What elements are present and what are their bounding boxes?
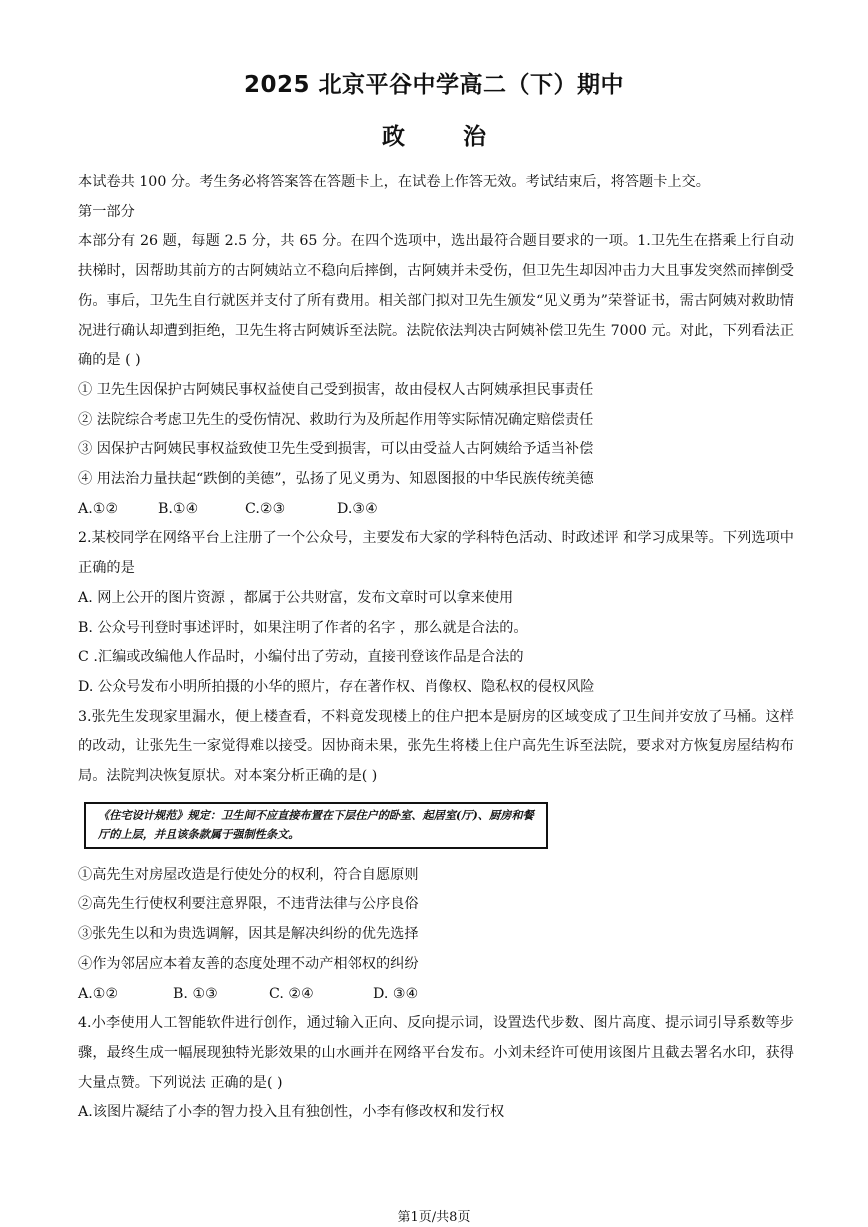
question-1-item: ② 法院综合考虑卫先生的受伤情况、救助行为及所起作用等实际情况确定赔偿责任 (78, 411, 594, 428)
question-4-stem: 4.小李使用人工智能软件进行创作，通过输入正向、反向提示词，设置迭代步数、图片高度、提示词引导系数等步骤，最终生成一幅展现独特光影效果的山水画并在网络平台发布。小刘未经许可使用该图片且截去署名水印，获得大量点赞。下列说法 正确的是( ) (78, 1015, 794, 1091)
question-1-stem: 本部分有 26 题，每题 2.5 分，共 65 分。在四个选项中，选出最符合题目要求的一项。1.卫先生在搭乘上行自动扶梯时，因帮助其前方的古阿姨站立不稳向后摔倒，古阿姨并未受伤，但卫先生却因冲击力大且事发突然而摔倒受伤。事后，卫先生自行就医并支付了所有费用。相关部门拟对卫先生颁发“见义勇为”荣誉证书，需古阿姨对救助情况进行确认却遭到拒绝，卫先生将古阿姨诉至法院。法院依法判决古阿姨补偿卫先生 7000 元。对此，下列看法正确的是 ( ) (78, 233, 794, 369)
question-1-item: ① 卫先生因保护古阿姨民事权益使自己受到损害，故由侵权人古阿姨承担民事责任 (78, 381, 594, 398)
exam-title: 2025 北京平谷中学高二（下）期中 (243, 72, 625, 98)
question-3-item: ②高先生行使权利要注意界限，不违背法律与公序良俗 (78, 896, 419, 913)
option-b: B. ①③ (173, 985, 218, 1002)
question-2-item: A. 网上公开的图片资源 ，都属于公共财富，发布文章时可以拿来使用 (78, 589, 514, 606)
option-a: A.①② (78, 500, 119, 517)
question-3-item: ③张先生以和为贵选调解，因其是解决纠纷的优先选择 (78, 926, 419, 943)
subject-title: 政治 (382, 124, 544, 150)
question-4-item: A.该图片凝结了小李的智力投入且有独创性，小李有修改权和发行权 (78, 1104, 505, 1121)
part-label: 第一部分 (78, 203, 135, 220)
question-1-item: ④ 用法治力量扶起“跌倒的美德”，弘扬了见义勇为、知恩图报的中华民族传统美德 (78, 471, 594, 488)
option-c: C. ②④ (269, 985, 314, 1002)
question-3-item: ④作为邻居应本着友善的态度处理不动产相邻权的纠纷 (78, 955, 419, 972)
question-3-options (78, 980, 794, 1010)
option-d: D. ③④ (373, 985, 419, 1002)
question-2-stem: 2.某校同学在网络平台上注册了一个公众号，主要发布大家的学科特色活动、时政述评 和学习成果等。下列选项中正确的是 (78, 530, 794, 577)
question-3-item: ①高先生对房屋改造是行使处分的权利，符合自愿原则 (78, 866, 419, 883)
page-footer: 第1页/共8页 (397, 1210, 471, 1225)
option-b: B.①④ (158, 500, 199, 517)
question-3-stem: 3.张先生发现家里漏水，便上楼查看，不料竟发现楼上的住户把本是厨房的区域变成了卫生间并安放了马桶。这样的改动，让张先生一家觉得难以接受。因协商未果，张先生将楼上住户高先生诉至法院，要求对方恢复房屋结构布局。法院判决恢复原状。对本案分析正确的是( ) (78, 708, 794, 785)
question-2-item: C .汇编或改编他人作品时，小编付出了劳动，直接刊登该作品是合法的 (78, 649, 524, 666)
option-a: A.①② (78, 985, 119, 1002)
option-d: D.③④ (337, 500, 378, 517)
intro-text: 本试卷共 100 分。考生务必将答案答在答题卡上，在试卷上作答无效。考试结束后，将答题卡上交。 (78, 174, 710, 190)
regulation-notice-box: 《住宅设计规范》规定：卫生间不应直接布置在下层住户的卧室、起居室(厅)、厨房和餐厅的上层，并且该条款属于强制性条文。 (84, 802, 548, 849)
question-2-item: D. 公众号发布小明所拍摄的小华的照片，存在著作权、肖像权、隐私权的侵权风险 (78, 678, 595, 695)
option-c: C.②③ (245, 500, 286, 517)
question-1-item: ③ 因保护古阿姨民事权益致使卫先生受到损害，可以由受益人古阿姨给予适当补偿 (78, 441, 594, 458)
exam-body (78, 168, 794, 1128)
question-1-options (78, 495, 794, 525)
question-2-item: B. 公众号刊登时事述评时，如果注明了作者的名字 ，那么就是合法的。 (78, 619, 528, 636)
